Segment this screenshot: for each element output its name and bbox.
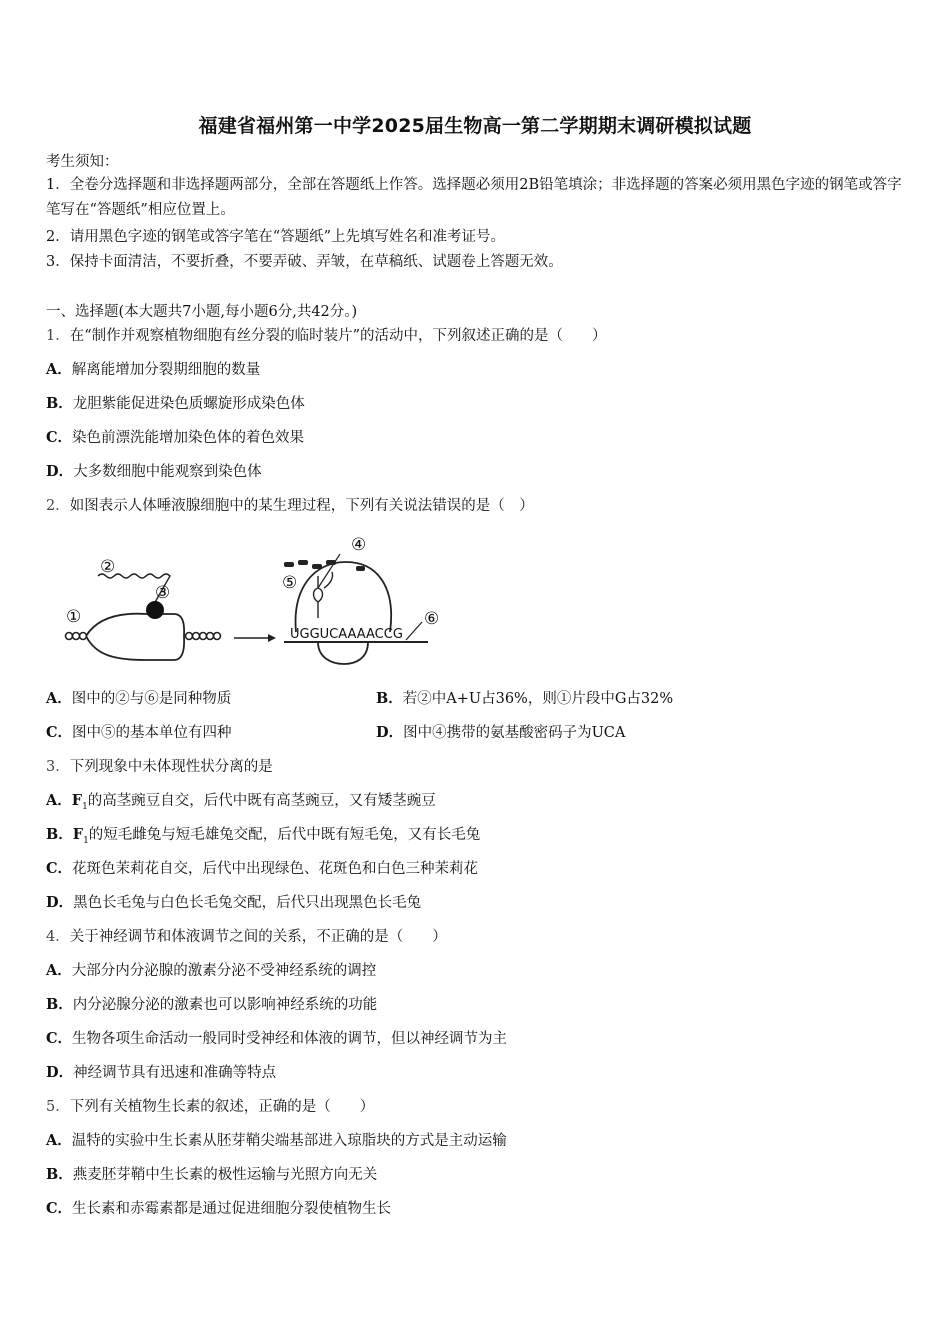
option-text: 图中的②与⑥是同种物质 bbox=[71, 691, 232, 707]
q5-option-a[interactable] bbox=[46, 1131, 507, 1151]
label-2: ② bbox=[100, 557, 116, 577]
label-4: ④ bbox=[351, 535, 367, 555]
q3-option-a[interactable] bbox=[46, 791, 436, 817]
option-text: 神经调节具有迅速和准确等特点 bbox=[73, 1065, 277, 1081]
q3-option-d[interactable] bbox=[46, 893, 421, 913]
translation-diagram bbox=[56, 532, 456, 672]
option-text: 图中④携带的氨基酸密码子为UCA bbox=[403, 725, 626, 741]
option-subscript: 1 bbox=[83, 835, 89, 846]
label-6: ⑥ bbox=[424, 609, 440, 629]
option-letter: A． bbox=[46, 792, 72, 809]
ribosome-large-subunit bbox=[296, 562, 392, 632]
label-5: ⑤ bbox=[282, 573, 298, 593]
option-letter: D． bbox=[376, 724, 404, 741]
option-text: 染色前漂洗能增加染色体的着色效果 bbox=[72, 430, 305, 446]
option-text: 内分泌腺分泌的激素也可以影响神经系统的功能 bbox=[72, 997, 378, 1013]
rna-polymerase bbox=[146, 601, 164, 619]
notice-heading: 考生须知： bbox=[46, 154, 119, 170]
option-letter: D． bbox=[46, 463, 74, 480]
option-letter: A． bbox=[46, 1132, 72, 1149]
option-text: 花斑色茉莉花自交，后代中出现绿色、花斑色和白色三种茉莉花 bbox=[72, 861, 479, 877]
question-2-stem bbox=[46, 496, 534, 516]
option-text: 生长素和赤霉素都是通过促进细胞分裂使植物生长 bbox=[72, 1201, 392, 1217]
question-text: 如图表示人体唾液腺细胞中的某生理过程，下列有关说法错误的是（ ） bbox=[69, 498, 534, 514]
question-number: 5． bbox=[46, 1099, 70, 1115]
q4-option-d[interactable] bbox=[46, 1063, 276, 1083]
question-5-stem bbox=[46, 1097, 374, 1117]
q2-option-a[interactable] bbox=[46, 689, 231, 709]
q1-option-c[interactable] bbox=[46, 428, 304, 448]
dna-helix-left bbox=[66, 633, 87, 640]
q1-option-b[interactable] bbox=[46, 394, 305, 414]
option-text: 大多数细胞中能观察到染色体 bbox=[73, 464, 262, 480]
question-text: 关于神经调节和体液调节之间的关系，不正确的是（ ） bbox=[69, 929, 447, 945]
option-text: 若②中A+U占36%，则①片段中G占32% bbox=[402, 691, 674, 707]
notice-item-3: 3．保持卡面清洁，不要折叠，不要弄破、弄皱，在草稿纸、试题卷上答题无效。 bbox=[46, 254, 563, 270]
option-letter: A． bbox=[46, 962, 72, 979]
question-3-stem bbox=[46, 757, 273, 777]
option-text: 解离能增加分裂期细胞的数量 bbox=[71, 362, 261, 378]
option-letter: B． bbox=[46, 395, 73, 412]
option-prefix: F bbox=[72, 826, 84, 843]
q1-option-a[interactable] bbox=[46, 360, 260, 380]
question-text: 下列现象中未体现性状分离的是 bbox=[69, 759, 273, 775]
option-letter: C． bbox=[46, 1030, 73, 1047]
option-letter: B． bbox=[376, 690, 403, 707]
option-letter: B． bbox=[46, 1166, 73, 1183]
q4-option-b[interactable] bbox=[46, 995, 377, 1015]
question-text: 下列有关植物生长素的叙述，正确的是（ ） bbox=[69, 1099, 375, 1115]
option-prefix: F bbox=[71, 792, 83, 809]
option-text: 的短毛雌兔与短毛雄兔交配，后代中既有短毛兔，又有长毛兔 bbox=[88, 827, 481, 843]
label-1: ① bbox=[66, 607, 82, 627]
option-letter: D． bbox=[46, 894, 74, 911]
option-letter: C． bbox=[46, 860, 73, 877]
question-number: 2． bbox=[46, 498, 70, 514]
question-number: 4． bbox=[46, 929, 70, 945]
dna-bubble bbox=[86, 614, 184, 660]
option-text: 生物各项生命活动一般同时受神经和体液的调节，但以神经调节为主 bbox=[72, 1031, 508, 1047]
option-letter: B． bbox=[46, 826, 73, 843]
q3-option-b[interactable] bbox=[46, 825, 480, 851]
option-text: 图中⑤的基本单位有四种 bbox=[72, 725, 232, 741]
option-letter: A． bbox=[46, 690, 72, 707]
option-letter: B． bbox=[46, 996, 73, 1013]
question-number: 3． bbox=[46, 759, 70, 775]
option-letter: C． bbox=[46, 429, 73, 446]
question-text: 在“制作并观察植物细胞有丝分裂的临时装片”的活动中，下列叙述正确的是（ ） bbox=[69, 328, 607, 344]
q5-option-b[interactable] bbox=[46, 1165, 377, 1185]
q2-option-b[interactable] bbox=[376, 689, 673, 709]
option-letter: D． bbox=[46, 1064, 74, 1081]
ribosome-small-subunit bbox=[318, 642, 368, 664]
mrna-sequence: UGGUCAAAACCG bbox=[290, 627, 403, 642]
page-title: 福建省福州第一中学2025届生物高一第二学期期末调研模拟试题 bbox=[198, 115, 752, 137]
notice-item-2: 2．请用黑色字迹的钢笔或答字笔在“答题纸”上先填写姓名和准考证号。 bbox=[46, 229, 506, 245]
option-text: 的高茎豌豆自交，后代中既有高茎豌豆，又有矮茎豌豆 bbox=[87, 793, 436, 809]
q4-option-a[interactable] bbox=[46, 961, 376, 981]
dna-helix-right bbox=[186, 633, 221, 640]
q2-option-d[interactable] bbox=[376, 723, 625, 743]
question-4-stem bbox=[46, 927, 447, 947]
q5-option-c[interactable] bbox=[46, 1199, 391, 1219]
option-text: 温特的实验中生长素从胚芽鞘尖端基部进入琼脂块的方式是主动运输 bbox=[71, 1133, 507, 1149]
label-3: ③ bbox=[155, 583, 171, 603]
option-text: 黑色长毛兔与白色长毛兔交配，后代只出现黑色长毛兔 bbox=[73, 895, 422, 911]
option-text: 龙胆紫能促进染色质螺旋形成染色体 bbox=[72, 396, 305, 412]
question-number: 1． bbox=[46, 328, 70, 344]
option-letter: C． bbox=[46, 1200, 73, 1217]
notice-item-1: 1．全卷分选择题和非选择题两部分，全部在答题纸上作答。选择题必须用2B铅笔填涂；非选择题的答案必须用黑色字迹的钢笔或答字笔写在“答题纸”相应位置上。 bbox=[46, 177, 902, 218]
q1-option-d[interactable] bbox=[46, 462, 262, 482]
q2-option-c[interactable] bbox=[46, 723, 232, 743]
option-subscript: 1 bbox=[82, 801, 88, 812]
option-text: 燕麦胚芽鞘中生长素的极性运输与光照方向无关 bbox=[72, 1167, 378, 1183]
trna bbox=[314, 572, 333, 618]
option-letter: C． bbox=[46, 724, 73, 741]
question-1-stem bbox=[46, 326, 607, 346]
q4-option-c[interactable] bbox=[46, 1029, 507, 1049]
section-heading: 一、选择题(本大题共7小题,每小题6分,共42分。) bbox=[46, 304, 358, 320]
option-text: 大部分内分泌腺的激素分泌不受神经系统的调控 bbox=[71, 963, 377, 979]
q3-option-c[interactable] bbox=[46, 859, 478, 879]
option-letter: A． bbox=[46, 361, 72, 378]
